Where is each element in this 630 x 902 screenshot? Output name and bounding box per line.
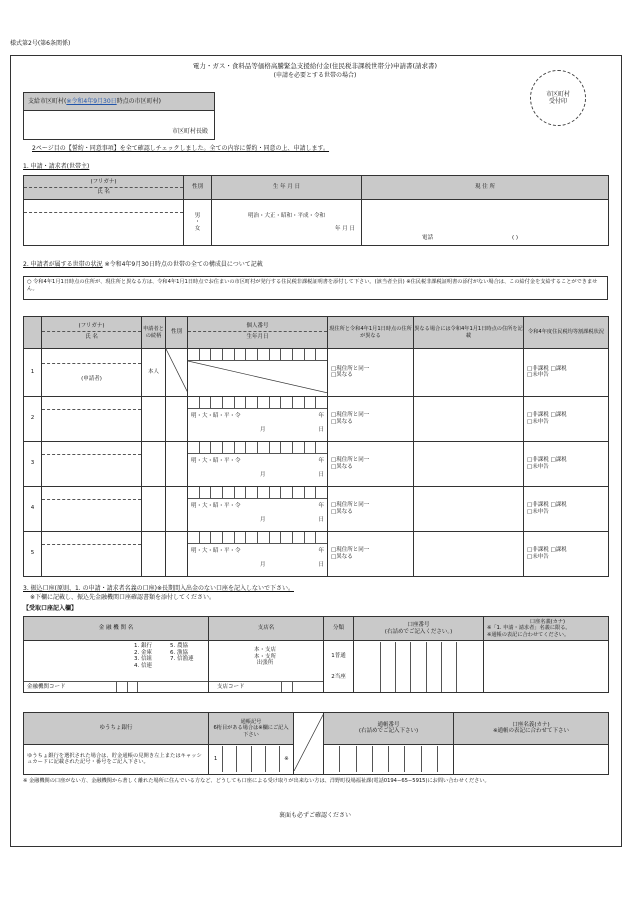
section2-heading: 2. 申請者が属する世帯の状況 — [23, 261, 103, 268]
account-holder-header — [484, 617, 609, 641]
household-addr-diff-cell[interactable] — [414, 396, 524, 441]
notice-text: ○ 令和4年1月1日時点の住所が、現住所と異なる方は、令和4年1月1日時点でお住まいの市区町村が発行する住民税非課税証明書を添付して下さい。(該当者全員) ※住民税非課税証明書の添付がない場合は、この給付金を支給することができません。 — [27, 279, 598, 292]
household-mynumber-label: 個人番号 — [188, 322, 327, 332]
household-dob-area[interactable] — [188, 499, 327, 531]
branch-type-option[interactable]: 出張所 — [256, 660, 274, 667]
declaration: 2ページ目の【誓約・同意事項】を全て確認しチェックしました。全ての内容に誓約・同意の上、申請します。 — [32, 145, 330, 152]
yucho-code-grid[interactable] — [209, 746, 293, 772]
household-addr-same-cell[interactable] — [328, 441, 414, 486]
addressee-label-prefix: 支給市区町村( — [28, 97, 67, 105]
household-sex-header: 性別 — [166, 317, 188, 349]
account-class-cell[interactable] — [324, 641, 354, 693]
opt-same[interactable]: □現住所と同一 — [331, 365, 370, 372]
household-addr-same-cell[interactable] — [328, 486, 414, 531]
form-subtitle: (申請を必要とする世帯の場合) — [273, 72, 357, 79]
applicant-dob-cell[interactable] — [212, 200, 362, 246]
household-applicant-mark — [42, 545, 141, 575]
bank-type-options[interactable] — [134, 643, 206, 669]
addressee-box — [23, 92, 215, 140]
bank-type-option[interactable]: 2. 金庫 — [134, 649, 152, 656]
household-month: 月 — [260, 426, 266, 433]
household-year: 年 — [318, 502, 324, 509]
mynumber-grid[interactable] — [188, 349, 327, 361]
account-class-header: 分類 — [324, 617, 354, 641]
yucho-blank-cell — [294, 713, 324, 775]
household-row — [24, 441, 609, 486]
applicant-era-options[interactable]: 明治・大正・昭和・平成・令和 — [247, 212, 325, 219]
household-furigana-input[interactable] — [42, 532, 141, 545]
opt-diff[interactable]: □異なる — [331, 372, 353, 379]
household-tax-cell[interactable] — [524, 349, 609, 397]
opt-same[interactable]: □現住所と同一 — [331, 547, 370, 553]
opt-nontax[interactable]: □非課税 — [527, 547, 549, 553]
household-name-label: 氏 名 — [85, 334, 98, 340]
household-era-options[interactable]: 明・大・昭・平・令 — [191, 547, 241, 554]
branch-code-row[interactable] — [209, 681, 323, 692]
mayor-label: 市区町村長殿 — [171, 127, 208, 135]
branch-type-option[interactable]: 本・支店 — [254, 647, 277, 653]
applicant-name-input[interactable] — [24, 213, 183, 245]
household-mynumber-cell[interactable] — [188, 486, 328, 531]
yucho-holder-cell[interactable] — [454, 744, 609, 774]
form-id: 様式第2号(第6条関係) — [10, 40, 71, 47]
household-tax-cell[interactable] — [524, 441, 609, 486]
household-furigana-input[interactable] — [42, 351, 141, 364]
household-addr-same-cell[interactable] — [328, 531, 414, 576]
opt-diff[interactable]: □異なる — [331, 508, 353, 515]
household-mynumber-cell[interactable] — [188, 441, 328, 486]
household-dob-area[interactable] — [188, 409, 327, 441]
household-addr-diff-cell[interactable] — [414, 486, 524, 531]
bank-code-grid[interactable] — [107, 682, 147, 692]
opt-same[interactable]: □現住所と同一 — [331, 412, 370, 418]
household-row-no: 4 — [24, 486, 42, 531]
section2-heading-wrap — [23, 261, 263, 269]
addressee-label-suffix: 時点の市区町村) — [116, 97, 161, 105]
household-relation-cell[interactable] — [142, 486, 166, 531]
household-row-no: 5 — [24, 531, 42, 576]
applicant-name-cell[interactable] — [24, 200, 184, 246]
account-holder-label: 口座名義(カナ) — [529, 618, 566, 625]
class-ordinary[interactable]: 1普通 — [331, 652, 346, 659]
opt-undeclared[interactable]: □未申告 — [527, 508, 549, 515]
household-era-options[interactable]: 明・大・昭・平・令 — [191, 457, 241, 464]
bank-type-option[interactable]: 3. 信組 — [134, 656, 152, 663]
yucho-holder-label: 口座名義(カナ) — [512, 721, 550, 728]
household-sex-cell[interactable] — [166, 531, 188, 576]
applicant-name-header — [24, 176, 184, 200]
household-applicant-mark — [42, 455, 141, 485]
household-applicant-mark — [42, 410, 141, 440]
household-name-cell[interactable] — [42, 441, 142, 486]
household-row — [24, 396, 609, 441]
household-month: 月 — [260, 516, 266, 523]
branch-code-grid[interactable] — [272, 682, 302, 692]
household-sex-cell[interactable] — [166, 486, 188, 531]
notice-box — [23, 276, 608, 300]
opt-undeclared[interactable]: □未申告 — [527, 372, 549, 379]
bank-type-option[interactable]: 5. 農協 — [170, 643, 188, 649]
account-number-note: (右詰めでご記入ください。) — [384, 628, 453, 635]
household-relation-cell[interactable] — [142, 441, 166, 486]
yucho-holder-note: ※通帳の表記に合わせて下さい — [492, 728, 570, 735]
household-tax-cell[interactable] — [524, 531, 609, 576]
yucho-number-header — [324, 713, 454, 745]
household-name-cell[interactable] — [42, 396, 142, 441]
applicant-furigana-input[interactable] — [24, 200, 183, 213]
class-current[interactable]: 2当座 — [331, 673, 346, 680]
household-day: 日 — [318, 516, 324, 523]
section2-heading-note: ※令和4年9月30日時点の世帯の全ての構成員について記載 — [104, 261, 263, 268]
household-month: 月 — [260, 561, 266, 568]
household-row-no: 2 — [24, 396, 42, 441]
household-relation-cell[interactable] — [142, 531, 166, 576]
applicant-name-label: 氏 名 — [97, 189, 110, 195]
account-holder-note1: ※「1. 申請・請求者」名義に限る。 — [487, 625, 571, 632]
household-day: 日 — [318, 471, 324, 478]
yucho-code-label: 通帳記号 — [240, 718, 262, 725]
yucho-holder-header — [454, 713, 609, 745]
receiving-account-label: 【受取口座記入欄】 — [23, 605, 78, 612]
yucho-table — [23, 712, 609, 775]
applicant-dob-header: 生 年 月 日 — [212, 176, 362, 200]
household-applicant-mark — [42, 500, 141, 530]
applicant-address-header: 現 住 所 — [362, 176, 609, 200]
household-no-header — [24, 317, 42, 349]
household-sex-cell[interactable] — [166, 441, 188, 486]
opt-tax[interactable]: □課税 — [550, 502, 567, 508]
bank-code-row[interactable] — [24, 681, 208, 692]
household-dob-label: 生年月日 — [246, 334, 269, 340]
household-furigana-input[interactable] — [42, 397, 141, 410]
household-row — [24, 486, 609, 531]
household-mynumber-cell[interactable] — [188, 396, 328, 441]
addressee-label-date: ※令和4年9月30日 — [66, 97, 117, 105]
phone-parens[interactable]: ( ) — [512, 235, 519, 242]
household-relation-header: 申請者との続柄 — [142, 317, 166, 349]
household-year: 年 — [318, 457, 324, 464]
household-addr-same-cell[interactable] — [328, 349, 414, 397]
opt-undeclared[interactable]: □未申告 — [527, 553, 549, 560]
account-holder-note2: ※通帳の表記に合わせてください。 — [487, 631, 570, 638]
household-name-cell[interactable] — [42, 486, 142, 531]
household-table — [23, 316, 609, 577]
reception-stamp — [530, 70, 586, 126]
yucho-diagonal — [294, 713, 324, 771]
bank-type-option[interactable]: 7. 信漁連 — [170, 656, 194, 663]
branch-code-label: 支店コード — [217, 684, 245, 690]
household-era-options[interactable]: 明・大・昭・平・令 — [191, 412, 241, 419]
section3-footnote: ※ 金融機関の口座がない方、金融機関から著しく離れた場所に住んでいる方など、どうしても口座による受け取りが出来ない方は、洋野町役場福祉課(電話0194−65−5915)にお問い合わせください。 — [23, 778, 490, 784]
opt-same[interactable]: □現住所と同一 — [331, 502, 370, 508]
household-sex-cell[interactable] — [166, 396, 188, 441]
household-tax-header: 令和4年度住民税均等割課税状況 — [524, 317, 609, 349]
opt-nontax[interactable]: □非課税 — [527, 412, 549, 418]
household-year: 年 — [318, 547, 324, 554]
household-relation-cell[interactable] — [142, 396, 166, 441]
applicant-ymd: 年 月 日 — [335, 225, 355, 232]
household-addr-same-header: 現住所と令和4年1月1日時点の住所が異なる — [328, 317, 414, 349]
opt-diff[interactable]: □異なる — [331, 553, 353, 560]
yucho-code-header — [209, 713, 294, 745]
household-dob-area[interactable] — [188, 454, 327, 486]
household-row — [24, 349, 609, 397]
opt-nontax[interactable]: □非課税 — [527, 365, 549, 372]
account-number-label: 口座番号 — [407, 621, 430, 628]
mynumber-grid[interactable] — [188, 532, 327, 544]
phone-label: 電話 — [422, 235, 434, 242]
household-mynumber-cell[interactable] — [188, 531, 328, 576]
opt-undeclared[interactable]: □未申告 — [527, 463, 549, 470]
bank-type-option[interactable]: 4. 信連 — [134, 662, 152, 669]
household-sex-cell[interactable] — [166, 349, 188, 397]
mynumber-grid[interactable] — [188, 487, 327, 499]
branch-name-cell[interactable] — [209, 641, 324, 693]
yucho-code-cell[interactable] — [209, 744, 294, 774]
household-tax-cell[interactable] — [524, 396, 609, 441]
household-year: 年 — [318, 412, 324, 419]
section1-heading: 1. 申請・請求者(世帯主) — [23, 163, 90, 170]
household-row — [24, 531, 609, 576]
opt-same[interactable]: □現住所と同一 — [331, 457, 370, 463]
form-title: 電力・ガス・食料品等価格高騰緊急支援給付金(住民税非課税世帯分)申請書(請求書) — [192, 62, 438, 70]
applicant-table — [23, 175, 609, 246]
bank-type-option[interactable]: 1. 銀行 — [134, 643, 152, 649]
household-dob-area[interactable] — [188, 361, 327, 393]
household-row-no: 1 — [24, 349, 42, 397]
opt-tax[interactable]: □課税 — [550, 547, 567, 553]
opt-nontax[interactable]: □非課税 — [527, 502, 549, 508]
opt-tax[interactable]: □課税 — [550, 457, 567, 463]
household-addr-diff-cell[interactable] — [414, 349, 524, 397]
household-day: 日 — [318, 426, 324, 433]
sex-diagonal — [166, 349, 188, 393]
household-furigana-input[interactable] — [42, 442, 141, 455]
household-addr-diff-cell[interactable] — [414, 531, 524, 576]
applicant-sex-options[interactable]: 男 ・ 女 — [184, 200, 212, 246]
section3-heading2: ※下欄に記載し、振込先金融機関口座確認書類を添付してください。 — [30, 594, 216, 601]
household-furigana-label: (フリガナ) — [42, 322, 141, 332]
applicant-furigana-label: (フリガナ) — [24, 178, 183, 188]
section3-heading: 3. 振込口座(原則、1. の申請・請求者名義の口座)※長期間入出金のない口座を記入しないで下さい。 — [23, 585, 294, 592]
yucho-code-note: 6桁目がある場合は※欄にご記入下さい — [213, 725, 289, 738]
household-name-cell[interactable] — [42, 531, 142, 576]
addressee-header — [24, 93, 214, 111]
reception-stamp-label: 市区町村 受付印 — [545, 90, 570, 105]
applicant-address-cell[interactable] — [362, 200, 609, 246]
yucho-number-grid[interactable] — [324, 746, 453, 772]
yucho-number-note: (右詰めでご記入下さい) — [358, 728, 419, 735]
dob-diagonal — [188, 361, 328, 393]
household-applicant-mark: (申請者) — [81, 375, 102, 382]
opt-tax[interactable]: □課税 — [550, 412, 567, 418]
opt-nontax[interactable]: □非課税 — [527, 457, 549, 463]
account-number-grid[interactable] — [366, 642, 471, 692]
yucho-header: ゆうちょ銀行 — [24, 713, 209, 745]
mynumber-grid[interactable] — [188, 397, 327, 409]
footer-note: 裏面も必ずご確認ください — [278, 812, 351, 819]
bank-code-label: 金融機関コード — [27, 684, 66, 690]
opt-undeclared[interactable]: □未申告 — [527, 418, 549, 425]
bank-name-cell[interactable] — [24, 641, 209, 693]
yucho-description: ゆうちょ銀行を選択された場合は、貯金通帳の見開き左上またはキャッシュカードに記載された記号・番号をご記入下さい。 — [24, 744, 209, 774]
household-addr-diff-cell[interactable] — [414, 441, 524, 486]
household-mynumber-header — [188, 317, 328, 349]
account-number-cell[interactable] — [354, 641, 484, 693]
household-tax-cell[interactable] — [524, 486, 609, 531]
account-number-header — [354, 617, 484, 641]
household-era-options[interactable]: 明・大・昭・平・令 — [191, 502, 241, 509]
yucho-number-label: 通帳番号 — [377, 721, 400, 728]
branch-type-options[interactable] — [254, 647, 276, 667]
yucho-sixth-digit-mark: ※ — [279, 746, 293, 772]
household-row-no: 3 — [24, 441, 42, 486]
bank-table — [23, 616, 609, 693]
household-day: 日 — [318, 561, 324, 568]
yucho-number-cell[interactable] — [324, 744, 454, 774]
household-addr-diff-header: 異なる場合には令和4年1月1日時点の住所を記載 — [414, 317, 524, 349]
bank-type-option[interactable]: 6. 漁協 — [170, 649, 188, 656]
household-name-cell[interactable] — [42, 349, 142, 397]
account-holder-cell[interactable] — [484, 641, 609, 693]
applicant-sex-header: 性別 — [184, 176, 212, 200]
household-furigana-input[interactable] — [42, 487, 141, 500]
opt-diff[interactable]: □異なる — [331, 418, 353, 425]
household-month: 月 — [260, 471, 266, 478]
household-name-header — [42, 317, 142, 349]
household-relation-cell[interactable]: 本人 — [142, 349, 166, 397]
branch-type-option[interactable]: 本・支所 — [254, 653, 277, 660]
household-mynumber-cell[interactable] — [188, 349, 328, 397]
household-addr-same-cell[interactable] — [328, 396, 414, 441]
opt-diff[interactable]: □異なる — [331, 463, 353, 470]
mynumber-grid[interactable] — [188, 442, 327, 454]
branch-name-header: 支店名 — [209, 617, 324, 641]
opt-tax[interactable]: □課税 — [550, 365, 567, 372]
household-dob-area[interactable] — [188, 544, 327, 576]
bank-name-header: 金 融 機 関 名 — [24, 617, 209, 641]
yucho-first-digit: 1 — [213, 755, 218, 762]
